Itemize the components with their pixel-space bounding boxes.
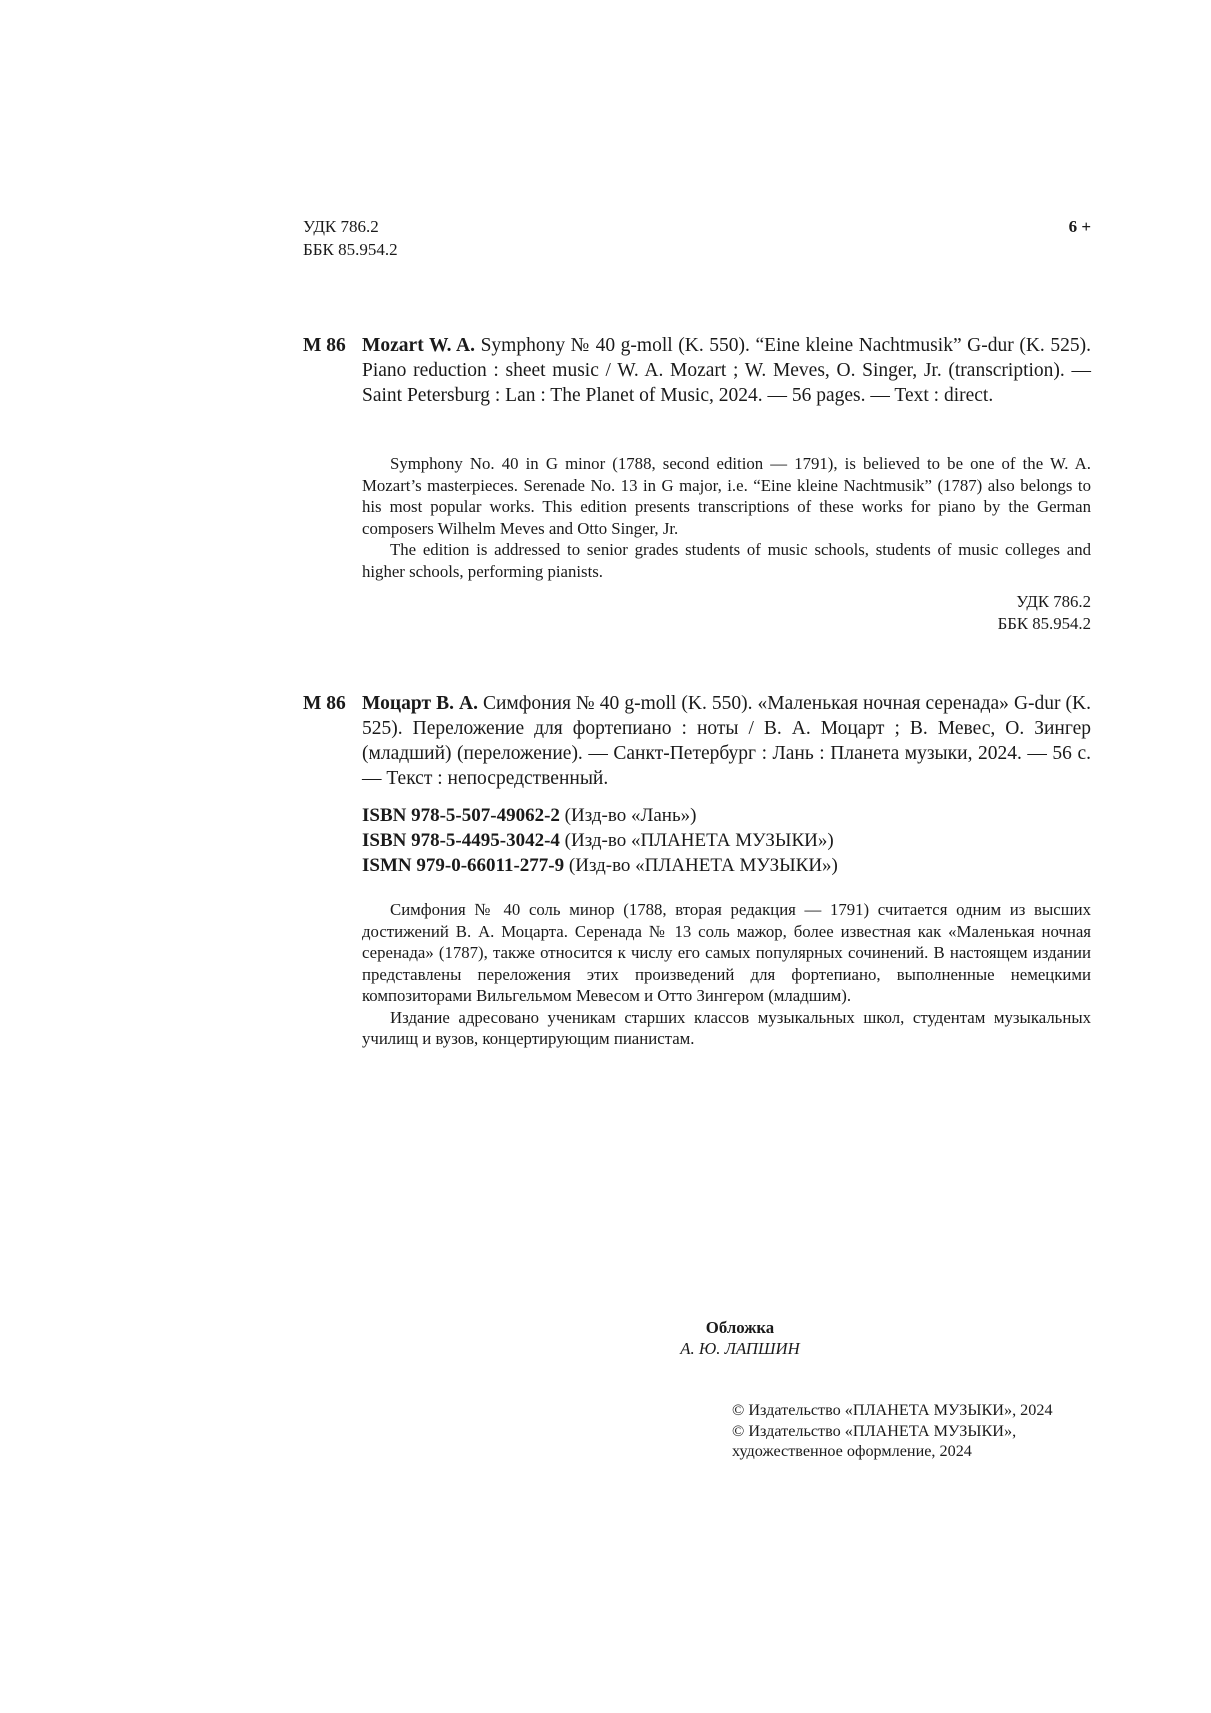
classification-codes-english [998, 591, 1091, 635]
russian-annotation [362, 899, 1091, 1050]
isbn-number: ISBN 978-5-507-49062-2 [362, 805, 560, 826]
udk-code: УДК 786.2 [303, 217, 379, 236]
russian-bibliographic-entry [303, 691, 1091, 791]
cover-credit-author: А. Ю. ЛАПШИН [680, 1339, 800, 1358]
author-sign: M 86 [303, 693, 346, 714]
english-bibliographic-entry [303, 333, 1091, 408]
author-sign: M 86 [303, 335, 346, 356]
annotation-paragraph: The edition is addressed to senior grades students of music schools, students of music colleges and higher schools, performing pianists. [362, 540, 1091, 581]
ismn-number: ISMN 979-0-66011-277-9 [362, 855, 565, 876]
udk-code: УДК 786.2 [1016, 592, 1091, 611]
bbk-code: ББК 85.954.2 [303, 240, 398, 259]
copyright-block [732, 1400, 1053, 1462]
entry-text: Симфония № 40 g-moll (K. 550). «Маленькая ночная серенада» G-dur (K. 525). Переложение для фортепиано : ноты / В. А. Моцарт ; В. Мевес, О. Зингер (младший) (переложение). — Санкт-Петербург : Лань : Планета музыки, 2024. — 56 с. — Текст : непосредственный. [362, 693, 1091, 789]
copyright-line: © Издательство «ПЛАНЕТА МУЗЫКИ», 2024 [732, 1401, 1053, 1419]
bbk-code: ББК 85.954.2 [997, 614, 1091, 633]
annotation-paragraph: Издание адресовано ученикам старших классов музыкальных школ, студентам музыкальных училищ и вузов, концертирующим пианистам. [362, 1007, 1091, 1048]
classification-codes-top [303, 215, 398, 261]
isbn-list [362, 803, 838, 878]
entry-author: Моцарт В. А. [362, 693, 478, 714]
copyright-line: © Издательство «ПЛАНЕТА МУЗЫКИ», [732, 1421, 1017, 1440]
entry-text: Symphony № 40 g-moll (K. 550). “Eine kleine Nachtmusik” G-dur (K. 525). Piano reduction : sheet music / W. A. Mozart ; W. Meves, O. Singer, Jr. (transcription). — Saint Petersburg : Lan : The Planet of Music, 2024. — 56 pages. — Text : direct. [362, 335, 1091, 406]
isbn-publisher: (Изд-во «ПЛАНЕТА МУЗЫКИ») [564, 855, 838, 876]
isbn-number: ISBN 978-5-4495-3042-4 [362, 830, 560, 851]
entry-author: Mozart W. A. [362, 335, 475, 356]
english-annotation [362, 453, 1091, 582]
cover-credit-title: Обложка [705, 1318, 775, 1337]
copyright-line: художественное оформление, 2024 [732, 1442, 972, 1460]
isbn-publisher: (Изд-во «ПЛАНЕТА МУЗЫКИ») [559, 830, 834, 851]
isbn-publisher: (Изд-во «Лань») [559, 805, 697, 826]
age-rating: 6 + [1068, 217, 1091, 236]
entry-description [362, 333, 1091, 408]
isbn-line [362, 803, 838, 828]
ismn-line [362, 853, 838, 878]
isbn-line [362, 828, 838, 853]
annotation-paragraph: Симфония № 40 соль минор (1788, вторая редакция — 1791) считается одним из высших достижений В. А. Моцарта. Серенада № 13 соль мажор, более известная как «Маленькая ночная серенада» (1787), также относится к числу его самых популярных сочинений. В настоящем издании представлены переложения этих произведений для фортепиано, выполненные немецкими композиторами Вильгельмом Мевесом и Отто Зингером (младшим). [362, 900, 1091, 1005]
cover-credit [640, 1317, 840, 1359]
entry-description [362, 691, 1091, 791]
annotation-paragraph: Symphony No. 40 in G minor (1788, second edition — 1791), is believed to be one of the W. A. Mozart’s masterpieces. Serenade No. 13 in G major, i.e. “Eine kleine Nachtmusik” (1787) also belongs to his most popular works. This edition presents transcriptions of these works for piano by the German composers Wilhelm Meves and Otto Singer, Jr. [362, 454, 1091, 538]
